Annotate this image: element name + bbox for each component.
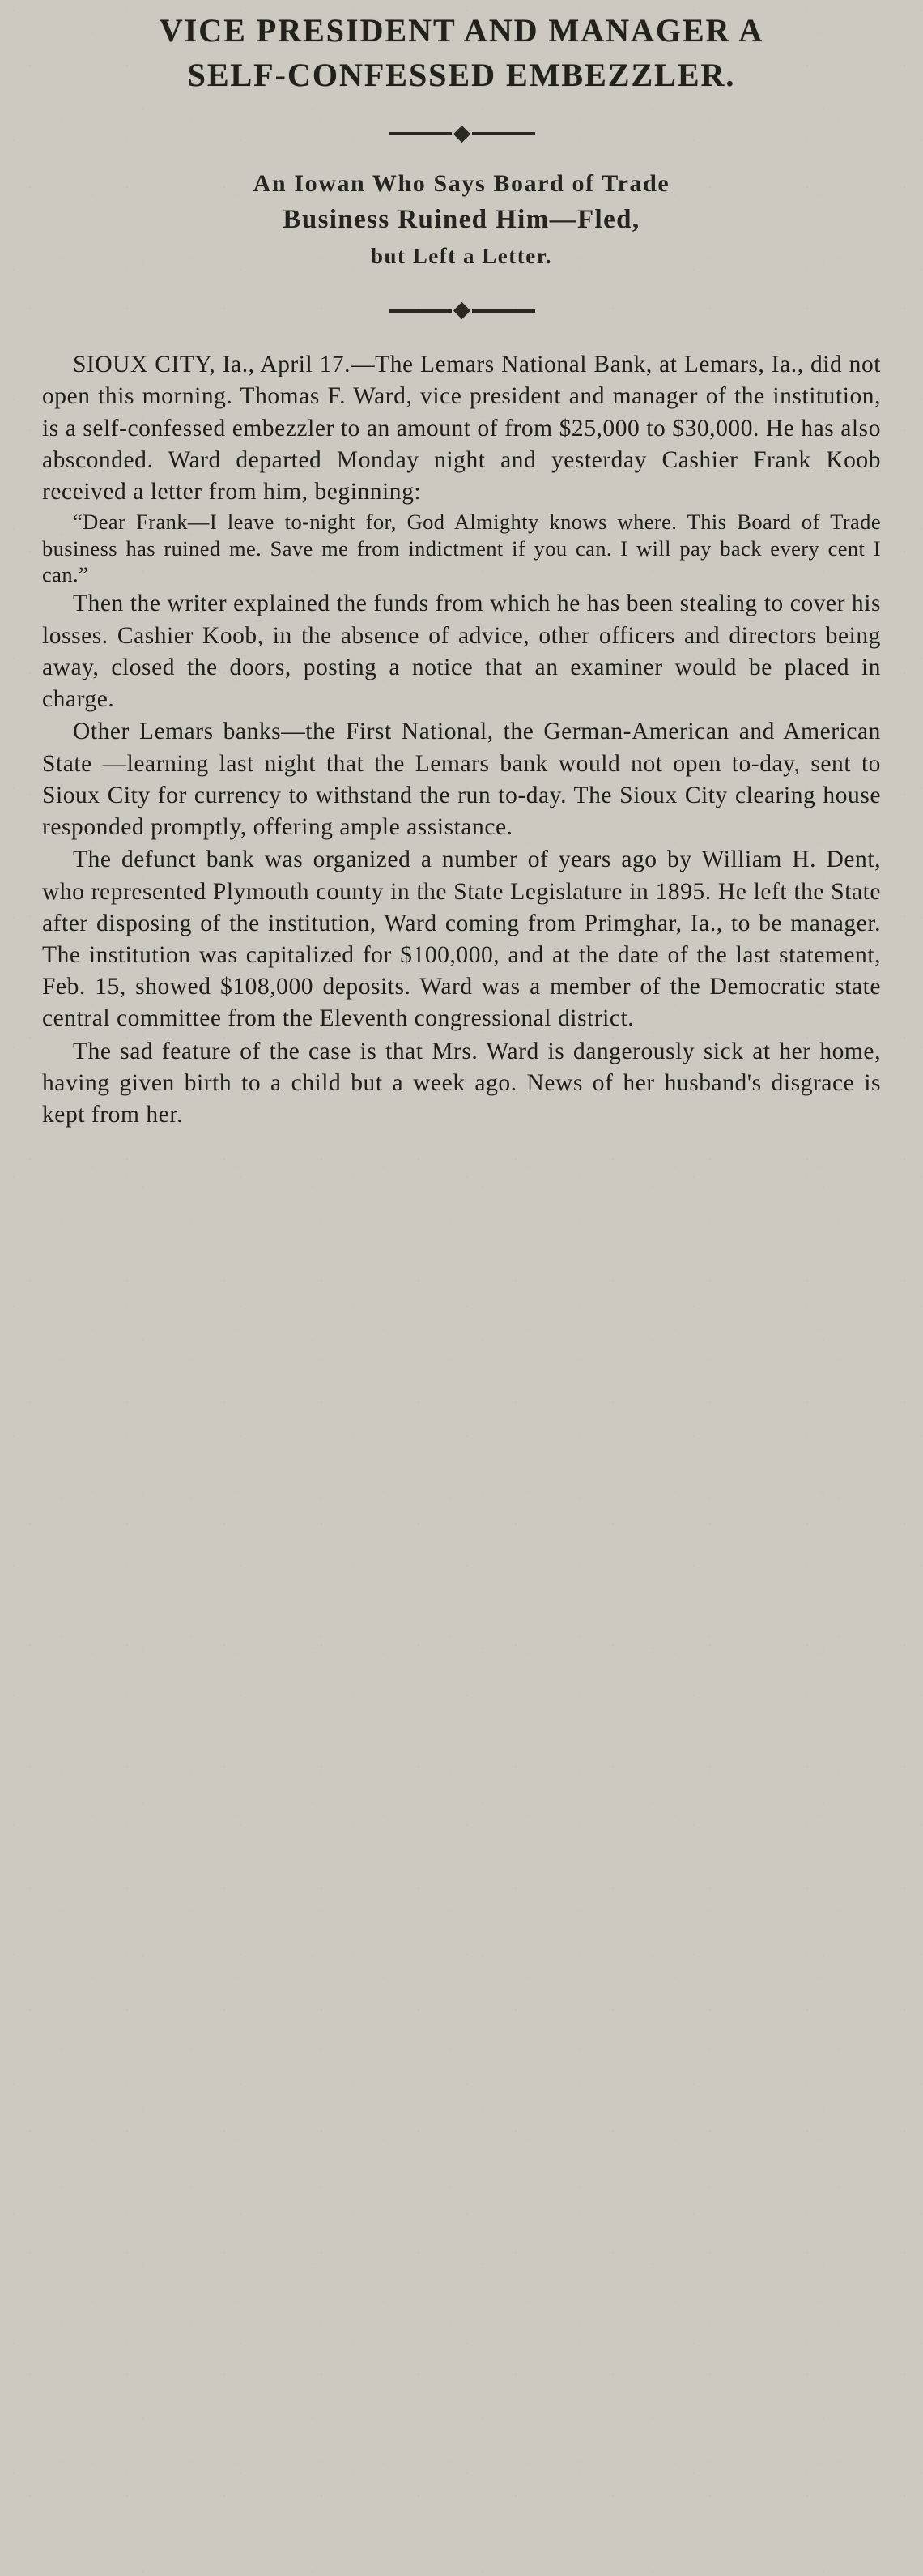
subhead-line-1: An Iowan Who Says Board of Trade [253, 169, 670, 197]
headline-line-2: SELF-CONFESSED EMBEZZLER. [187, 56, 736, 93]
ornamental-divider-bottom [42, 305, 881, 317]
divider-line-right [472, 309, 535, 313]
subheadline [42, 168, 881, 271]
article-paragraph: SIOUX CITY, Ia., April 17.—The Lemars National Bank, at Lemars, Ia., did not open this morning. Thomas F. Ward, vice president and manager of the institution, is a self-confessed embezzler to an amount of from $25,000 to $30,000. He has also absconded. Ward departed Monday night and yesterday Cashier Frank Koob received a letter from him, beginning: [42, 352, 881, 505]
article-paragraph: Then the writer explained the funds from which he has been stealing to cover his losses. Cashier Koob, in the absence of advice, other officers and directors being away, closed the doors, posting a notice that an examiner would be placed in charge. [42, 591, 881, 713]
ornamental-divider-top [42, 128, 881, 140]
divider-diamond-icon [453, 302, 470, 319]
divider-line-right [472, 132, 535, 135]
headline-line-1: VICE PRESIDENT AND MANAGER A [159, 12, 764, 49]
divider-line-left [389, 309, 452, 313]
divider-line-left [389, 132, 452, 135]
subhead-line-2: Business Ruined Him—Fled, [283, 204, 640, 234]
article-quote-paragraph: “Dear Frank—I leave to-night for, God Almighty knows where. This Board of Trade business has ruined me. Save me from indictment if you can. I will pay back every cent I can.” [42, 510, 881, 587]
divider-diamond-icon [453, 125, 470, 142]
article-body [42, 349, 881, 1131]
article-paragraph: The sad feature of the case is that Mrs. Ward is dangerously sick at her home, having given birth to a child but a week ago. News of her husband's disgrace is kept from her. [42, 1038, 881, 1128]
page-title [42, 0, 881, 96]
article-paragraph: Other Lemars banks—the First National, the German-American and American State —learning last night that the Lemars bank would not open to-day, sent to Sioux City for currency to withstand the run to-day. The Sioux City clearing house responded promptly, offering ample assistance. [42, 719, 881, 841]
subhead-line-3: but Left a Letter. [371, 244, 552, 269]
article-paragraph: The defunct bank was organized a number of years ago by William H. Dent, who represented Plymouth county in the State Legislature in 1895. He left the State after disposing of the institution, Ward coming from Primghar, Ia., to be manager. The institution was capitalized for $100,000, and at the date of the last statement, Feb. 15, showed $108,000 deposits. Ward was a member of the Democratic state central committee from the Eleventh congressional district. [42, 847, 881, 1032]
